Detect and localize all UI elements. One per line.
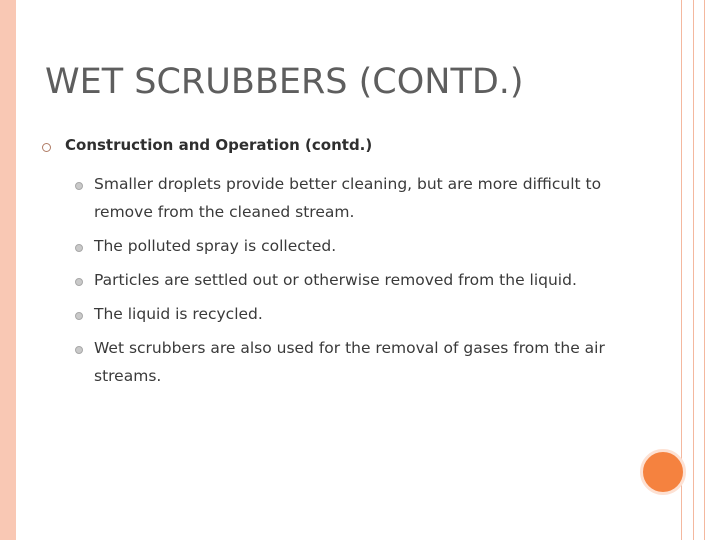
list-item [75, 304, 635, 328]
slide-title: WET SCRUBBERS (CONTD.) [45, 62, 524, 102]
dot-bullet-icon [75, 346, 83, 354]
list-item [75, 174, 635, 226]
section-heading: Construction and Operation (contd.) [65, 136, 373, 154]
bullet-text: The polluted spray is collected. [94, 237, 337, 255]
list-item [75, 270, 635, 294]
left-border-decoration [0, 0, 16, 540]
frame-line-decoration [693, 0, 694, 540]
frame-line-decoration [704, 0, 705, 540]
list-item [75, 236, 635, 260]
bullet-text: Particles are settled out or otherwise removed from the liquid. [94, 271, 577, 289]
bullet-text: The liquid is recycled. [94, 305, 263, 323]
list-item [75, 338, 635, 390]
dot-bullet-icon [75, 312, 83, 320]
bullet-text: Wet scrubbers are also used for the removal of gases from the air streams. [94, 339, 605, 385]
dot-bullet-icon [75, 244, 83, 252]
heading-bullet [42, 136, 372, 154]
dot-bullet-icon [75, 278, 83, 286]
ring-bullet-icon [42, 143, 51, 152]
bullet-list [75, 174, 635, 400]
accent-circle-decoration [640, 449, 686, 495]
bullet-text: Smaller droplets provide better cleaning, but are more difficult to remove from the cleaned stream. [94, 175, 602, 221]
dot-bullet-icon [75, 182, 83, 190]
